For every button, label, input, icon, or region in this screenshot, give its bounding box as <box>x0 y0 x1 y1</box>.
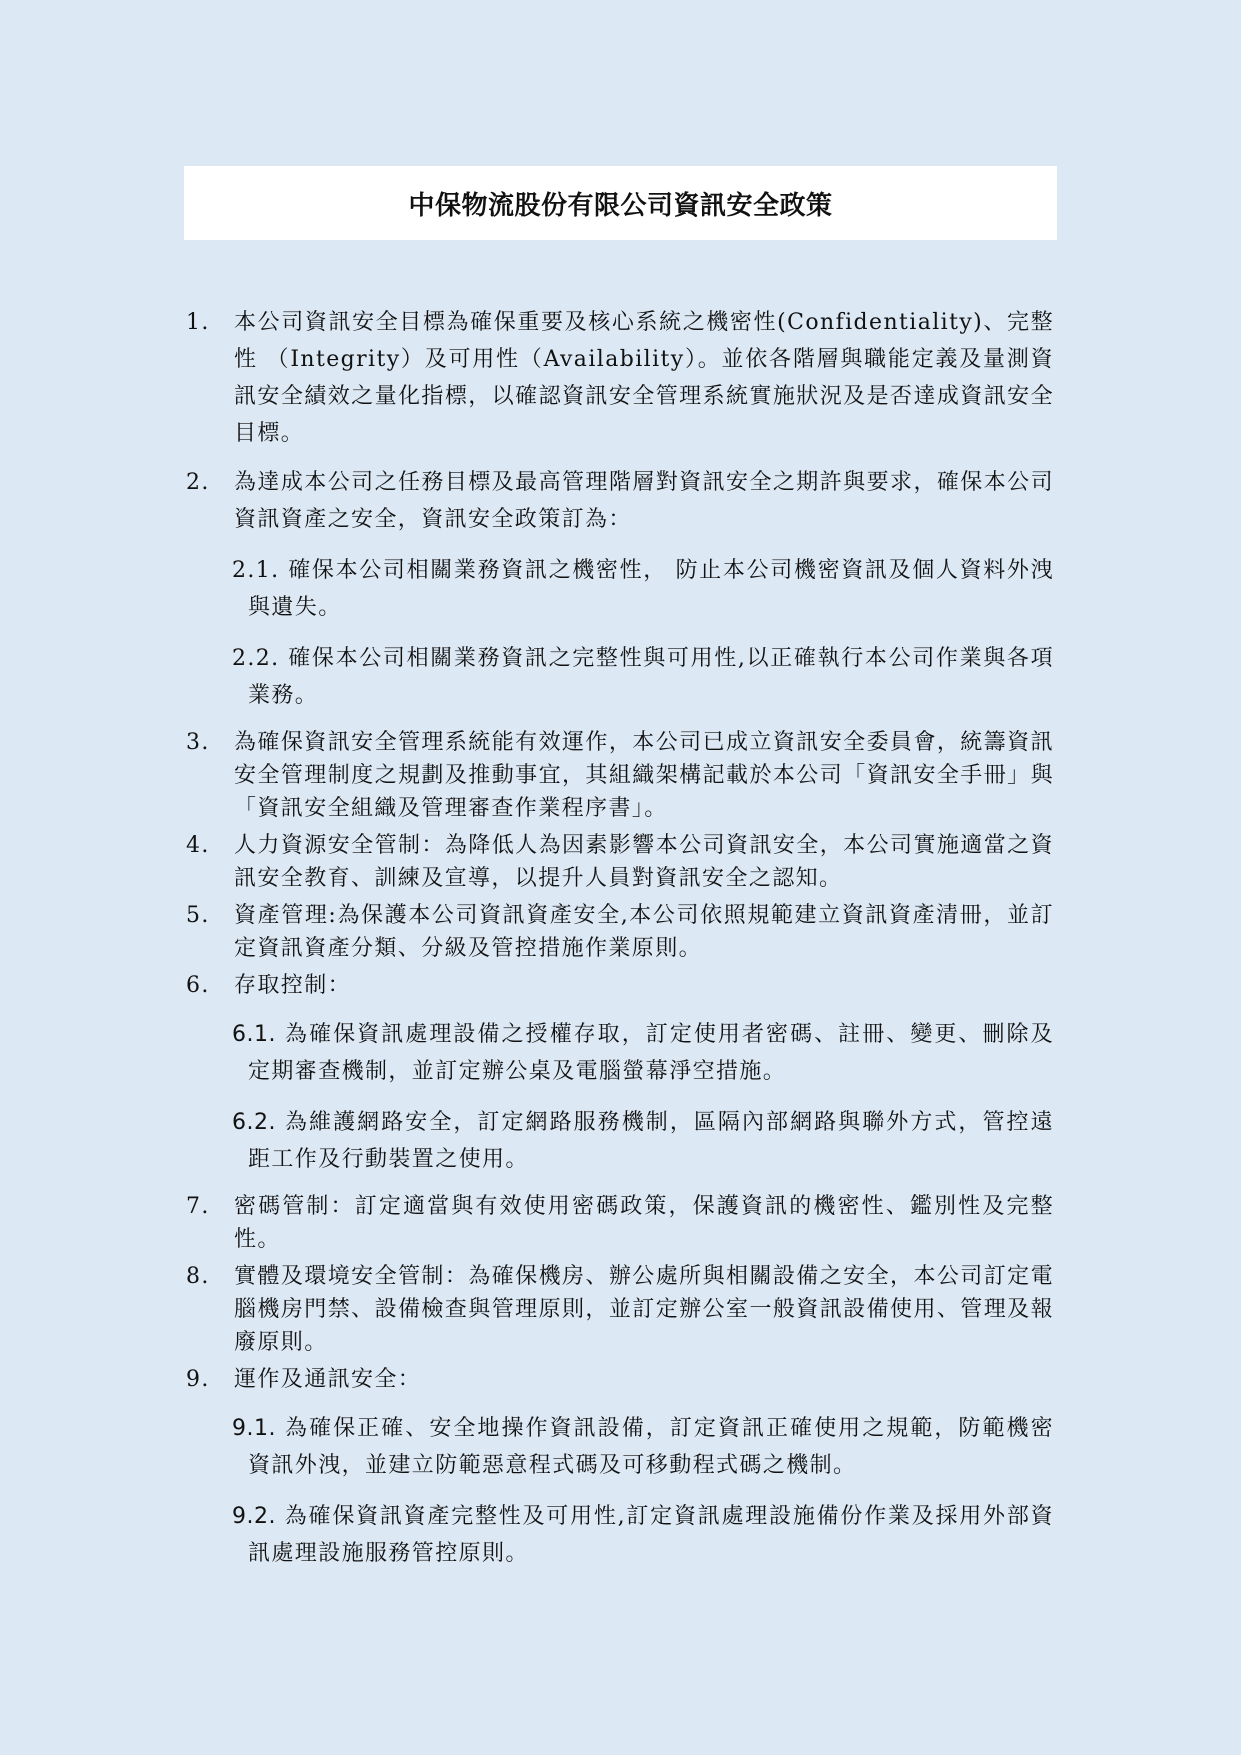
item-text: 密碼管制：訂定適當與有效使用密碼政策，保護資訊的機密性、鑑別性及完整性。 <box>234 1194 1054 1252</box>
item-number: 9. <box>186 1367 210 1392</box>
item-text: 本公司資訊安全目標為確保重要及核心系統之機密性(Confidentiality)、完整性 （Integrity）及可用性（Availability）。並依各階層與職能定義及量測資訊安全績效之量化指標，以確認資訊安全管理系統實施狀況及是否達成資訊安全目標。 <box>234 310 1054 446</box>
policy-item-7 <box>186 1190 1054 1256</box>
policy-item-2 <box>186 464 1054 538</box>
policy-item-3 <box>186 726 1054 825</box>
sub-item-number: 2.2. <box>232 646 280 671</box>
policy-item-1 <box>186 304 1054 452</box>
sub-item-6-2 <box>232 1104 1054 1178</box>
sub-item-number: 9.2. <box>232 1504 276 1529</box>
item-text: 為達成本公司之任務目標及最高管理階層對資訊安全之期許與要求，確保本公司資訊資產之安全，資訊安全政策訂為： <box>234 470 1054 532</box>
item-text: 資產管理:為保護本公司資訊資產安全,本公司依照規範建立資訊資產清冊，並訂定資訊資產分類、分級及管控措施作業原則。 <box>234 903 1054 961</box>
sub-item-text: 確保本公司相關業務資訊之機密性， 防止本公司機密資訊及個人資料外洩與遺失。 <box>248 558 1054 620</box>
item-number: 7. <box>186 1194 210 1219</box>
sub-item-text: 確保本公司相關業務資訊之完整性與可用性,以正確執行本公司作業與各項業務。 <box>248 646 1054 708</box>
item-text: 存取控制： <box>234 973 352 998</box>
sub-item-number: 6.2. <box>232 1110 276 1135</box>
item-number: 4. <box>186 833 210 858</box>
sub-item-9-2 <box>232 1498 1054 1572</box>
sub-item-text: 為確保正確、安全地操作資訊設備，訂定資訊正確使用之規範，防範機密資訊外洩，並建立防範惡意程式碼及可移動程式碼之機制。 <box>248 1416 1054 1478</box>
policy-item-5 <box>186 899 1054 965</box>
item-text: 運作及通訊安全： <box>234 1367 422 1392</box>
sub-item-text: 為確保資訊資產完整性及可用性,訂定資訊處理設施備份作業及採用外部資訊處理設施服務管控原則。 <box>248 1504 1054 1566</box>
item-text: 為確保資訊安全管理系統能有效運作，本公司已成立資訊安全委員會，統籌資訊安全管理制度之規劃及推動事宜，其組織架構記載於本公司「資訊安全手冊」與「資訊安全組織及管理審查作業程序書」。 <box>234 730 1054 821</box>
policy-item-9 <box>186 1363 1054 1396</box>
sub-item-9-1 <box>232 1410 1054 1484</box>
sub-item-number: 2.1. <box>232 558 280 583</box>
sub-item-text: 為確保資訊處理設備之授權存取，訂定使用者密碼、註冊、變更、刪除及定期審查機制，並訂定辦公桌及電腦螢幕淨空措施。 <box>248 1022 1054 1084</box>
title-banner <box>184 166 1057 240</box>
item-number: 3. <box>186 730 210 755</box>
item-number: 1. <box>186 310 210 335</box>
sub-item-2-1 <box>232 552 1054 626</box>
sub-item-number: 6.1. <box>232 1022 276 1047</box>
sub-item-number: 9.1. <box>232 1416 276 1441</box>
sub-item-6-1 <box>232 1016 1054 1090</box>
policy-item-8 <box>186 1260 1054 1359</box>
sub-item-text: 為維護網路安全，訂定網路服務機制，區隔內部網路與聯外方式，管控遠距工作及行動裝置之使用。 <box>248 1110 1054 1172</box>
document-title: 中保物流股份有限公司資訊安全政策 <box>408 190 833 221</box>
item-number: 5. <box>186 903 210 928</box>
item-number: 8. <box>186 1264 210 1289</box>
item-number: 6. <box>186 973 210 998</box>
item-text: 人力資源安全管制：為降低人為因素影響本公司資訊安全，本公司實施適當之資訊安全教育、訓練及宣導，以提升人員對資訊安全之認知。 <box>234 833 1054 891</box>
policy-content <box>186 304 1054 1572</box>
item-text: 實體及環境安全管制：為確保機房、辦公處所與相關設備之安全，本公司訂定電腦機房門禁、設備檢查與管理原則，並訂定辦公室一般資訊設備使用、管理及報廢原則。 <box>234 1264 1054 1355</box>
policy-item-6 <box>186 969 1054 1002</box>
policy-item-4 <box>186 829 1054 895</box>
item-number: 2. <box>186 470 210 495</box>
sub-item-2-2 <box>232 640 1054 714</box>
